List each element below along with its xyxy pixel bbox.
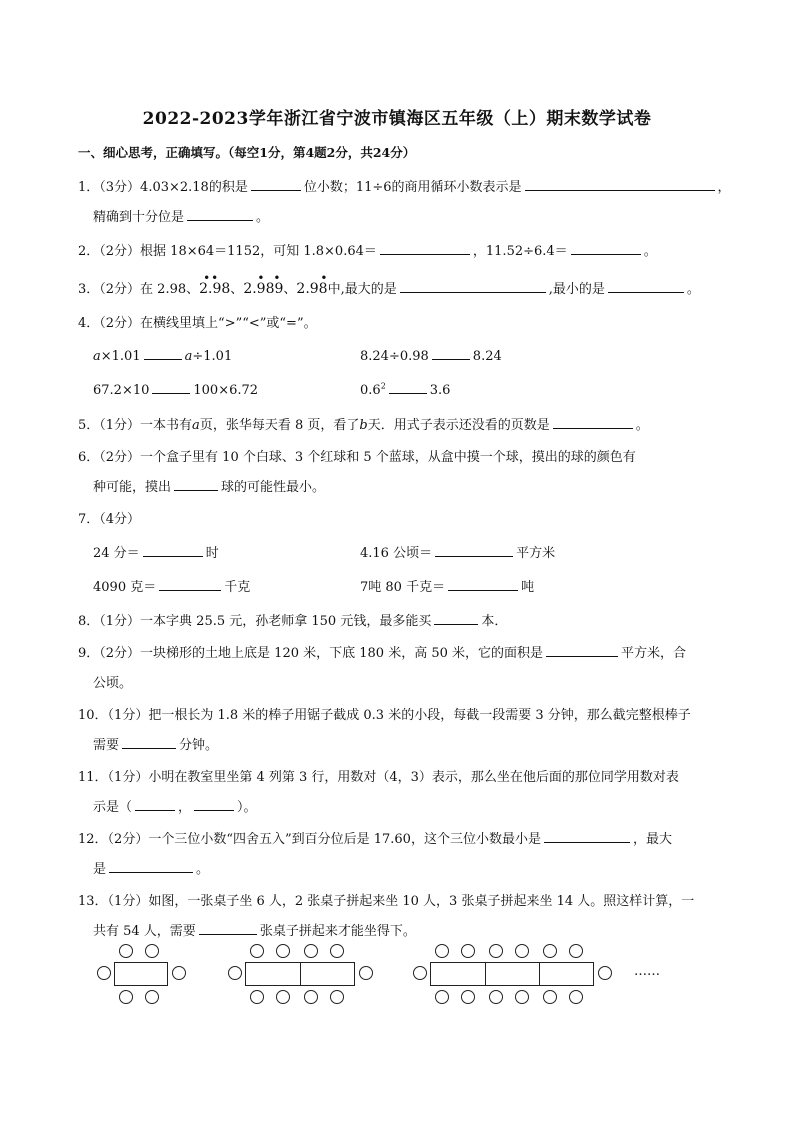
seat-circle [461,990,475,1004]
answer-blank[interactable] [389,380,427,394]
compare-item: a×1.01 a÷1.01 [93,346,232,364]
table-rect [430,962,594,986]
table-rect [114,962,168,986]
answer-blank[interactable] [251,177,301,191]
question-6-cont: 种可能，摸出 球的可能性最小。 [93,476,325,495]
answer-blank[interactable] [152,380,190,394]
answer-blank[interactable] [448,577,518,591]
seat-circle [276,944,290,958]
answer-blank[interactable] [525,177,715,191]
answer-blank[interactable] [553,415,633,429]
conversion-item: 4.16 公顷＝ 平方米 [360,542,555,561]
seat-circle [119,944,133,958]
question-4: 4．（2分）在横线里填上“>”“<”或“=”。 [78,316,317,331]
seat-circle [543,990,557,1004]
question-7: 7．（4分） [78,512,141,527]
question-9-cont: 公顷。 [93,676,133,691]
seat-circle [435,990,449,1004]
recurring-decimal: 2.98 • • [199,271,231,297]
table-rect [245,962,355,986]
question-11-cont: 示是（ ， ）。 [93,796,257,815]
recurring-decimal: 2.989 • • [243,271,284,297]
seat-circle [515,990,529,1004]
seat-circle [276,990,290,1004]
seat-circle [461,944,475,958]
question-13: 13．（1分）如图，一张桌子坐 6 人，2 张桌子拼起来坐 10 人，3 张桌子拼起来坐 14 人。照这样计算，一 [78,894,695,909]
answer-blank[interactable] [135,797,175,811]
seat-circle [304,990,318,1004]
question-3: 3．（2分）在 2.98、2.98 • • 、2.989 • • 、2.98 • 中,最大的是 ,最小的是 。 [78,271,700,297]
page-title: 2022-2023学年浙江省宁波市镇海区五年级（上）期末数学试卷 [142,109,652,129]
answer-blank[interactable] [122,735,176,749]
question-11: 11．（1分）小明在教室里坐第 4 列第 3 行，用数对（4，3）表示，那么坐在他后面的那位同学用数对表 [78,770,679,785]
seat-circle [489,944,503,958]
answer-blank[interactable] [109,859,193,873]
seat-circle [515,944,529,958]
question-12: 12．（2分）一个三位小数“四舍五入”到百分位后是 17.60，这个三位小数最小是 ，最大 [78,828,672,847]
seat-circle [97,966,111,980]
seat-circle [489,990,503,1004]
seat-circle [543,944,557,958]
seat-circle [119,990,133,1004]
answer-blank[interactable] [143,543,203,557]
seat-circle [304,944,318,958]
question-13-cont: 共有 54 人，需要 张桌子拼起来才能坐得下。 [93,920,416,939]
question-12-cont: 是 。 [93,858,209,877]
question-9: 9．（2分）一块梯形的土地上底是 120 米，下底 180 米，高 50 米，它的面积是 平方米，合 [78,642,686,661]
seat-circle [435,944,449,958]
answer-blank[interactable] [608,279,684,293]
seat-circle [250,990,264,1004]
seat-circle [598,966,612,980]
seat-circle [569,944,583,958]
seat-circle [569,990,583,1004]
seat-circle [145,990,159,1004]
compare-item: 67.2×10 100×6.72 [93,380,258,398]
table-seating-figure [92,940,692,1010]
conversion-item: 4090 克＝ 千克 [93,576,250,595]
seat-circle [228,966,242,980]
compare-item: 8.24÷0.98 8.24 [360,346,502,364]
conversion-item: 7吨 80 千克＝ 吨 [360,576,534,595]
question-8: 8．（1分）一本字典 25.5 元，孙老师拿 150 元钱，最多能买 本． [78,610,507,629]
section-heading: 一、细心思考，正确填写。（每空1分，第4题2分，共24分） [78,145,416,160]
conversion-item: 24 分＝ 时 [93,542,219,561]
question-6: 6．（2分）一个盒子里有 10 个白球、3 个红球和 5 个蓝球，从盒中摸一个球，摸出的球的颜色有 [78,450,636,465]
seat-circle [330,990,344,1004]
answer-blank[interactable] [571,241,641,255]
answer-blank[interactable] [159,577,221,591]
question-10: 10．（1分）把一根长为 1.8 米的棒子用锯子截成 0.3 米的小段，每截一段需要 3 分钟，那么截完整根棒子 [78,708,691,723]
seat-circle [413,966,427,980]
answer-blank[interactable] [400,279,546,293]
answer-blank[interactable] [187,207,253,221]
answer-blank[interactable] [199,921,257,935]
answer-blank[interactable] [544,829,630,843]
answer-blank[interactable] [380,241,470,255]
question-1: 1．（3分）4.03×2.18的积是 位小数；11÷6的商用循环小数表示是 ， [78,176,731,195]
compare-item: $0.6^2$ 3.6 [360,381,451,398]
answer-blank[interactable] [435,543,513,557]
ellipsis: …… [634,964,660,979]
question-5: 5．（1分）一本书有a页，张华每天看 8 页，看了b天．用式子表示还没看的页数是 。 [78,414,649,433]
seat-circle [172,966,186,980]
question-2: 2．（2分）根据 18×64＝1152，可知 1.8×0.64＝ ，11.52÷6.4＝ 。 [78,240,657,259]
answer-blank[interactable] [174,477,218,491]
answer-blank[interactable] [546,643,618,657]
seat-circle [250,944,264,958]
seat-circle [359,966,373,980]
answer-blank[interactable] [432,346,470,360]
answer-blank[interactable] [194,797,234,811]
recurring-decimal: 2.98 • [296,271,328,297]
answer-blank[interactable] [434,611,478,625]
question-10-cont: 需要 分钟。 [93,734,218,753]
answer-blank[interactable] [144,346,182,360]
question-1-cont: 精确到十分位是 。 [93,206,269,225]
seat-circle [145,944,159,958]
seat-circle [330,944,344,958]
